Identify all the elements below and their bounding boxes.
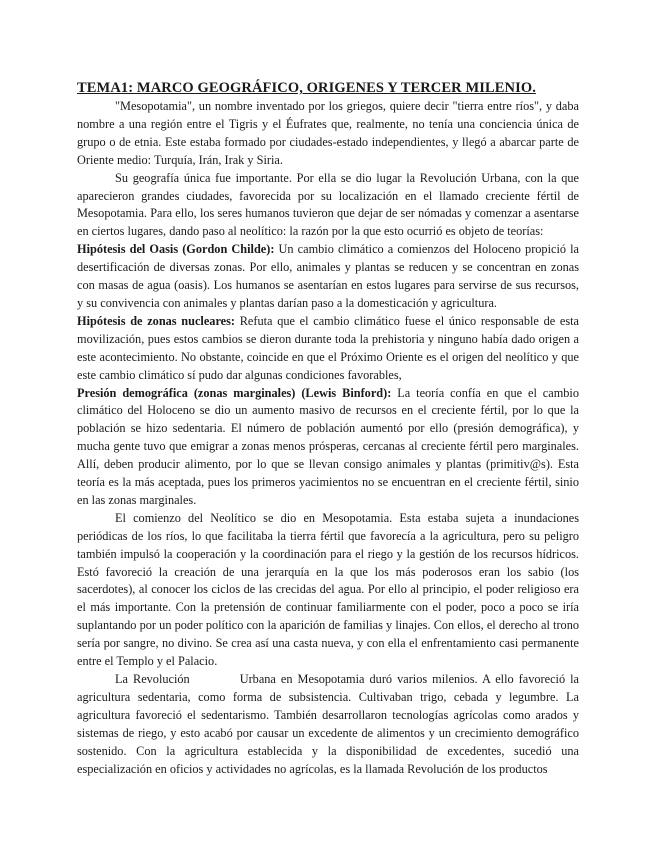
oasis-hypothesis-heading: Hipótesis del Oasis (Gordon Childe): <box>77 242 275 257</box>
nuclear-zones-heading: Hipótesis de zonas nucleares: <box>77 313 236 328</box>
urban-revolution-text: Urbana en Mesopotamia duró varios milenios. A ello favoreció la agricultura sedentaria, como forma de subsistencia. Cultivaban trigo, cebada y legumbre. La agricultura favoreció el sedentarismo. También desarrollaron tecnologías agrícolas como arados y sistemas de riego, y esto acabó por causar un excedente de alimentos y un crecimiento demográfico sostenido. Con la agricultura establecida y la disponibilidad de excedentes, sucedió una especialización en oficios y actividades no agrícolas, es la llamada Revolución de los productos <box>77 672 579 776</box>
urban-revolution-lead: La Revolución <box>115 672 190 686</box>
nuclear-zones-text: Refuta que el cambio climático fuese el único responsable de esta movilización, pues estos cambios se dieron durante toda la prehistoria y ninguno había dado origen a este acontecimiento. No obstante, coincide en que el Próximo Oriente es el origen del neolítico y que este cambio climático sí pudo dar algunas condiciones favorables, <box>77 313 580 382</box>
document-page <box>77 79 579 778</box>
demographic-pressure-text: La teoría confía en que el cambio climático del Holoceno se dio un aumento masivo de recursos en el creciente fértil, por lo que la población se hizo sedentaria. El número de población aumentó por ello (presión demográfica), y mucha gente tuvo que emigrar a zonas menos prósperas, cercanas al creciente fértil pero marginales. Allí, deben producir alimento, por lo que se llevan consigo animales y plantas (primitiv@s). Esta teoría es la más aceptada, pues los primeros yacimientos no se encuentran en el creciente fértil, sinio en las zonas marginales. <box>77 385 579 507</box>
paragraph-nuclear-zones-hypothesis <box>77 313 579 385</box>
paragraph-oasis-hypothesis <box>77 241 579 313</box>
paragraph-demographic-pressure <box>77 385 579 510</box>
paragraph-mesopotamia: "Mesopotamia", un nombre inventado por los griegos, quiere decir "tierra entre ríos", y daba nombre a una región entre el Tigris y el Éufrates que, realmente, no tenía una conciencia única de grupo o de etnia. Este estaba formado por ciudades-estado independientes, y llegó a abarcar parte de Oriente medio: Turquía, Irán, Irak y Siria. <box>77 99 579 167</box>
oasis-hypothesis-text: Un cambio climático a comienzos del Holoceno propició la desertificación de diversas zonas. Por ello, animales y plantas se reducen y se concentran en zonas con masas de agua (oasis). Los humanos se asentarían en estos lugares para servirse de sus recursos, y su convivencia con animales y plantas darían paso a la domesticación y agricultura. <box>77 242 579 310</box>
demographic-pressure-heading: Presión demográfica (zonas marginales) (Lewis Binford): <box>77 385 392 400</box>
paragraph-geography: Su geografía única fue importante. Por ella se dio lugar la Revolución Urbana, con la que aparecieron grandes ciudades, favorecida por su localización en el llamado creciente fértil de Mesopotamia. Para ello, los seres humanos tuvieron que dejar de ser nómadas y comenzar a asentarse en ciertos lugares, dando paso al neolítico: la razón por la que esto ocurrió es objeto de teorías: <box>77 170 579 239</box>
paragraph-urban-revolution <box>77 671 579 778</box>
paragraph-neolithic-start: El comienzo del Neolítico se dio en Mesopotamia. Esta estaba sujeta a inundaciones periódicas de los ríos, lo que facilitaba la tierra fértil que favorecía a la agricultura, pero su peligro también impulsó la cooperación y la coordinación para el riego y la gestión de los recursos hídricos. Estó favoreció la creación de una jerarquía en la que los más poderosos eran los sabio (los sacerdotes), al conocer los ciclos de las crecidas del agua. Por ello al principio, el poder religioso era el más importante. Con la pretensión de continuar familiarmente con el poder, poco a poco se iría suplantando por un poder político con la aparición de familias y linajes. Con ellos, el derecho al trono sería por sangre, no divino. Se crea así una casta nueva, y con ella el enfrentamiento casi permanente entre el Templo y el Palacio. <box>77 510 579 669</box>
document-title: TEMA1: MARCO GEOGRÁFICO, ORIGENES Y TERCER MILENIO. <box>77 80 536 96</box>
